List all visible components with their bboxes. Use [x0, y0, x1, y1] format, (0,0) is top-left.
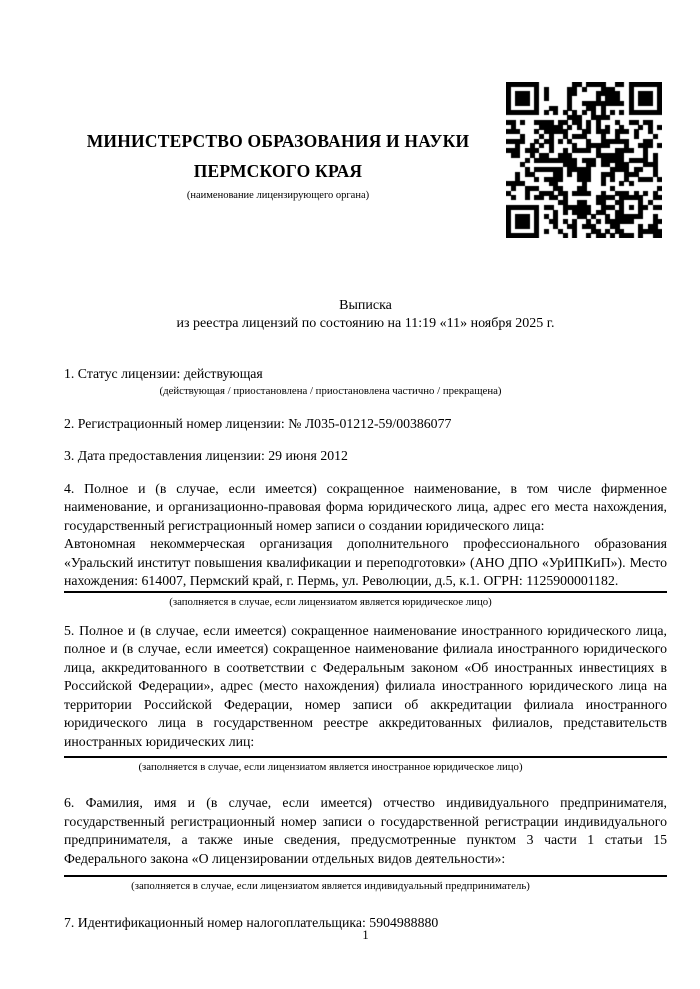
- item-4-label: 4. Полное и (в случае, если имеется) сокращенное наименование, в том числе фирменное наименование, и организационно-правовая форма юридического лица, адрес его места нахождения, государственный регистрационный номер записи о создании юридического лица:: [64, 480, 667, 533]
- item-1-text: 1. Статус лицензии: действующая: [64, 366, 263, 381]
- item-7-taxpayer-number: 7. Идентификационный номер налогоплательщика: 5904988880: [64, 915, 439, 930]
- item-4-value: Автономная некоммерческая организация дополнительного профессионального образования «Уральский институт повышения квалификации и переподготовки» (АНО ДПО «УрИПКиП»). Место нахождения: 614007, Пермский край, г. Пермь, ул. Революции, д.5, к.1. ОГРН: 1125900001182.: [64, 536, 667, 588]
- item-1-license-status: [64, 365, 667, 398]
- item-6-label: 6. Фамилия, имя и (в случае, если имеется) отчество индивидуального предпринимателя, государственный регистрационный номер записи о государственной регистрации индивидуального предпринимателя, а также иные сведения, предусмотренные пунктом 3 части 1 статьи 15 Федерального закона «О лицензировании отдельных видов деятельности»:: [64, 795, 667, 866]
- item-4-caption: (заполняется в случае, если лицензиатом является юридическое лицо): [169, 595, 492, 608]
- item-3-license-date: 3. Дата предоставления лицензии: 29 июня 2012: [64, 448, 348, 463]
- extract-body: [64, 365, 667, 933]
- item-6-underline: [64, 875, 667, 877]
- licensing-authority-header: [64, 126, 492, 202]
- item-5-foreign-entity: [64, 622, 667, 775]
- licensing-authority-caption: (наименование лицензирующего органа): [186, 190, 370, 201]
- extract-title-block: [64, 297, 667, 333]
- item-4-legal-entity: [64, 480, 667, 609]
- page-number: 1: [362, 928, 369, 942]
- qr-code-icon: [506, 82, 662, 238]
- item-6-caption: (заполняется в случае, если лицензиатом является индивидуальный предприниматель): [131, 880, 530, 892]
- item-2-registration-number: 2. Регистрационный номер лицензии: № Л035-01212-59/00386077: [64, 415, 452, 431]
- item-5-caption: (заполняется в случае, если лицензиатом является иностранное юридическое лицо): [138, 761, 523, 773]
- qr-code-canvas: [506, 82, 662, 238]
- item-1-caption: (действующая / приостановлена / приостановлена частично / прекращена): [159, 384, 502, 397]
- ministry-name-line2: ПЕРМСКОГО КРАЯ: [193, 161, 363, 181]
- extract-date-line: из реестра лицензий по состоянию на 11:19 «11» ноября 2025 г.: [176, 316, 555, 331]
- ministry-name-line1: МИНИСТЕРСТВО ОБРАЗОВАНИЯ И НАУКИ: [86, 131, 470, 151]
- item-5-label: 5. Полное и (в случае, если имеется) сокращенное наименование иностранного юридического лица, полное и (в случае, если имеется) сокращенное наименование филиала иностранного юридического лица, аккредитованного в соответствии с Федеральным законом «Об иностранных инвестициях в Российской Федерации», адрес (место нахождения) филиала иностранного юридического лица на территории Российской Федерации, номер записи об аккредитации филиала иностранного юридического лица в государственном реестре аккредитованных филиалов, представительств иностранных юридических лиц:: [64, 622, 667, 749]
- item-6-individual-entrepreneur: [64, 794, 667, 893]
- item-5-underline: [64, 756, 667, 758]
- item-4-underline: [64, 591, 667, 593]
- extract-title: Выписка: [339, 298, 392, 313]
